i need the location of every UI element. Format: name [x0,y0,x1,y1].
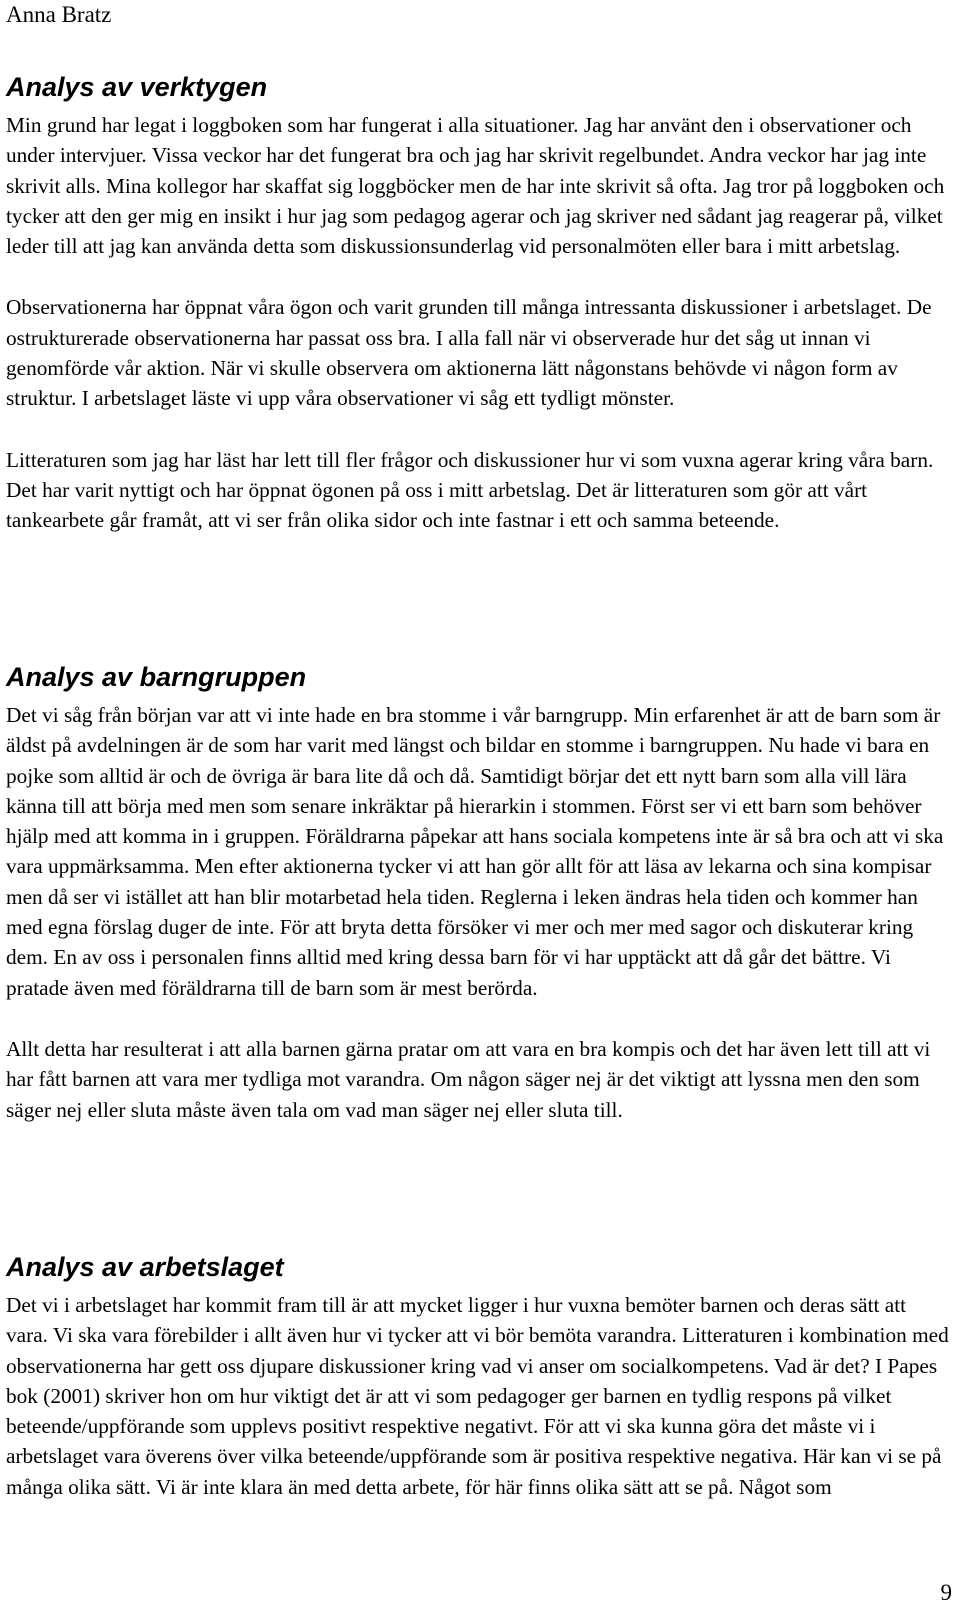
section-analys-barngruppen [6,660,950,1125]
paragraph: Det vi såg från början var att vi inte hade en bra stomme i vår barngrupp. Min erfarenhet är att de barn som är äldst på avdelningen är de som har varit med längst och bildar en stomme i barngruppen. Nu hade vi bara en pojke som alltid är och de övriga är bara lite då och då. Samtidigt börjar det ett nytt barn som alla vill lära känna till att börja med men som senare inkräktar på hierarkin i stommen. Först ser vi ett barn som behöver hjälp med att komma in i gruppen. Föräldrarna påpekar att hans sociala kompetens inte är så bra och att vi ska vara uppmärksamma. Men efter aktionerna tycker vi att han gör allt för att läsa av lekarna och sina kompisar men då ser vi istället att han blir motarbetad hela tiden. Reglerna i leken ändras hela tiden och kommer han med egna förslag duger de inte. För att bryta detta försöker vi mer och mer med sagor och diskuterar kring dem. En av oss i personalen finns alltid med kring dessa barn för vi har upptäckt att då går det bättre. Vi pratade även med föräldrarna till de barn som är mest berörda. [6,703,944,1000]
section-analys-verktygen [6,70,950,536]
paragraph: Min grund har legat i loggboken som har fungerat i alla situationer. Jag har använt den i observationer och under intervjuer. Vissa veckor har det fungerat bra och jag har skrivit regelbundet. Andra veckor har jag inte skrivit alls. Mina kollegor har skaffat sig loggböcker men de har inte skrivit så ofta. Jag tror på loggboken och tycker att den ger mig en insikt i hur jag som pedagog agerar och jag skriver ned sådant jag reagerar på, vilket leder till att jag kan använda detta som diskussionsunderlag vid personalmöten eller bara i mitt arbetslag. [6,113,945,259]
section-heading: Analys av arbetslaget [6,1252,284,1282]
paragraph: Allt detta har resulterat i att alla barnen gärna pratar om att vara en bra kompis och det har även lett till att vi har fått barnen att vara mer tydliga mot varandra. Om någon säger nej är det viktigt att lyssna men den som säger nej eller sluta måste även tala om vad man säger nej eller sluta till. [6,1036,931,1122]
section-heading: Analys av verktygen [6,72,268,102]
page-number: 9 [940,1580,952,1605]
section-heading: Analys av barngruppen [6,662,307,692]
section-analys-arbetslaget [6,1250,950,1502]
paragraph: Det vi i arbetslaget har kommit fram till är att mycket ligger i hur vuxna bemöter barnen och deras sätt att vara. Vi ska vara förebilder i allt även hur vi tycker att vi bör bemöta varandra. Litteraturen i kombination med observationerna har gett oss djupare diskussioner kring vad vi anser om socialkompetens. Vad är det? I Papes bok (2001) skriver hon om hur viktigt det är att vi som pedagoger ger barnen en tydlig respons på vilket beteende/uppförande som upplevs positivt respektive negativt. För att vi ska kunna göra det måste vi i arbetslaget vara överens över vilka beteende/uppförande som är positiva respektive negativa. Här kan vi se på många olika sätt. Vi är inte klara än med detta arbete, för här finns olika sätt att se på. Något som [6,1293,949,1499]
paragraph: Litteraturen som jag har läst har lett till fler frågor och diskussioner hur vi som vuxna agerar kring våra barn. Det har varit nyttigt och har öppnat ögonen på oss i mitt arbetslag. Det är litteraturen som gör att vårt tankearbete går framåt, att vi ser från olika sidor och inte fastnar i ett och samma beteende. [6,447,934,533]
author-name: Anna Bratz [6,2,112,27]
paragraph: Observationerna har öppnat våra ögon och varit grunden till många intressanta diskussioner i arbetslaget. De ostrukturerade observationerna har passat oss bra. I alla fall när vi observerade hur det såg ut innan vi genomförde vår aktion. När vi skulle observera om aktionerna lätt någonstans behövde vi någon form av struktur. I arbetslaget läste vi upp våra observationer vi såg ett tydligt mönster. [6,295,932,411]
